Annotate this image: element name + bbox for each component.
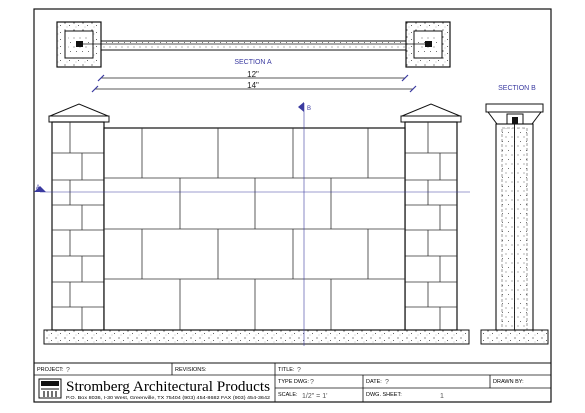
company-address: P.O. Box 8036, I-30 West, Greenville, TX 75404 (903) 454-8682 FAX (903) 454-3642: [66, 395, 271, 400]
section-b-marker-label: B: [307, 106, 312, 112]
revisions-label: REVISIONS:: [175, 367, 207, 373]
section-b-label: SECTION B: [498, 85, 536, 92]
section-a-marker-label: A: [36, 185, 41, 191]
type-dwg-value: ?: [310, 379, 314, 386]
dim-outer-label: 14": [247, 81, 259, 90]
project-value: ?: [66, 367, 70, 374]
title-value: ?: [297, 367, 301, 374]
right-pier-cap: [402, 104, 460, 116]
section-b-marker: [298, 102, 304, 112]
date-label: DATE:: [366, 379, 382, 385]
scale-value: 1/2" = 1': [302, 393, 328, 400]
title-block: [34, 363, 551, 402]
scale-label: SCALE:: [278, 392, 298, 398]
dwg-sheet-value: 1: [440, 393, 444, 400]
section-a-plan: [57, 22, 450, 92]
title-label: TITLE:: [278, 367, 295, 373]
project-label: PROJECT:: [37, 367, 64, 373]
drawn-by-label: DRAWN BY:: [493, 379, 524, 385]
elevation-view: [34, 102, 470, 346]
left-pier-cap: [50, 104, 108, 116]
section-b-view: [481, 85, 548, 344]
company-name: Stromberg Architectural Products: [66, 379, 271, 395]
ground-footing: [44, 330, 469, 344]
stromberg-logo: [39, 379, 61, 398]
dim-inner-label: 12": [247, 70, 259, 79]
type-dwg-label: TYPE DWG:: [278, 379, 309, 385]
dwg-sheet-label: DWG. SHEET:: [366, 392, 402, 398]
section-a-label: SECTION A: [234, 59, 272, 66]
date-value: ?: [385, 379, 389, 386]
